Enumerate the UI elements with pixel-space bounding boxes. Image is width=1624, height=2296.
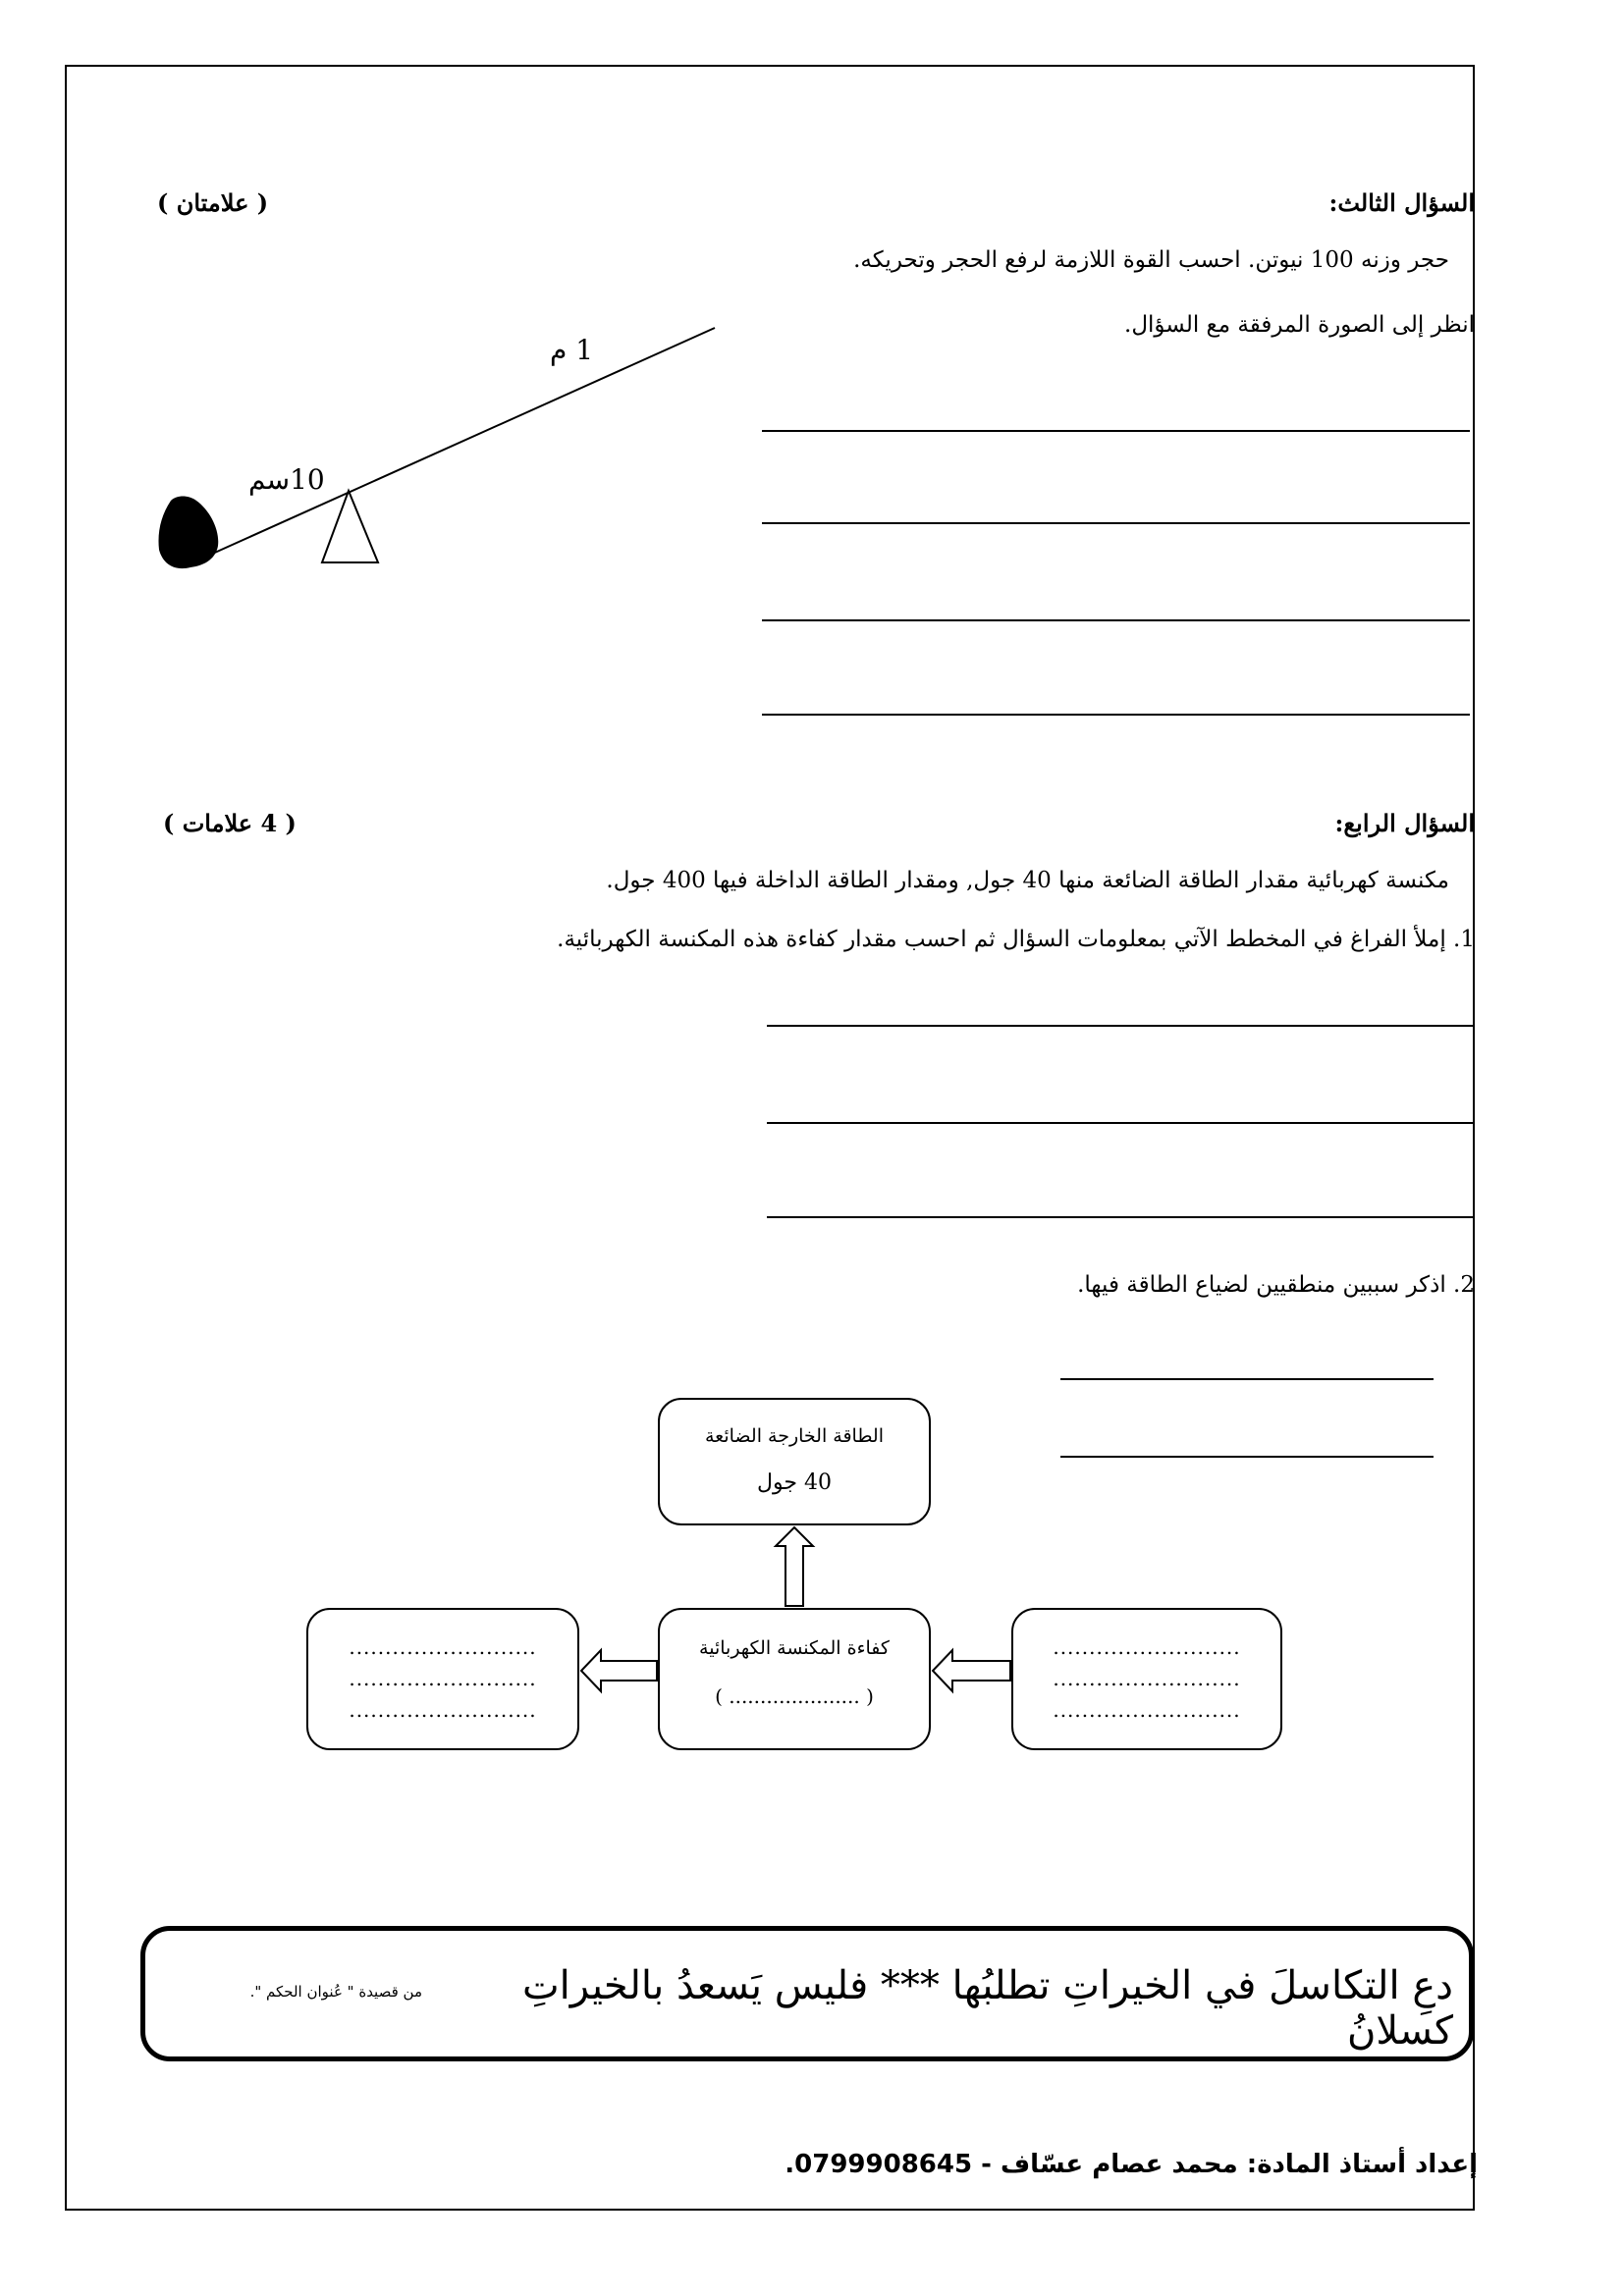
q4-part2: 2. اذكر سببين منطقيين لضياع الطاقة فيها. bbox=[1077, 1272, 1475, 1298]
box-wasted-value: 40 جول bbox=[757, 1470, 832, 1495]
label-short-arm: 10سم bbox=[248, 463, 325, 496]
box-wasted-title: الطاقة الخارجة الضائعة bbox=[705, 1425, 884, 1447]
q3-title: السؤال الثالث: bbox=[1328, 188, 1475, 217]
dotted-blank[interactable]: .......................... bbox=[349, 1698, 537, 1722]
dotted-blank[interactable]: .......................... bbox=[349, 1635, 537, 1659]
dotted-blank[interactable]: .......................... bbox=[1053, 1667, 1241, 1690]
q3-line1: حجر وزنه 100 نيوتن. احسب القوة اللازمة لرفع الحجر وتحريكه. bbox=[853, 247, 1449, 273]
dotted-blank[interactable]: .......................... bbox=[1053, 1698, 1241, 1722]
quote-verse: دعِ التكاسلَ في الخيراتِ تطلبُها *** فليس يَسعدُ بالخيراتِ كسلانُ bbox=[521, 1963, 1453, 2054]
arrow-up bbox=[776, 1527, 813, 1606]
arrow-left-to-center bbox=[933, 1650, 1010, 1691]
dotted-blank[interactable]: .......................... bbox=[1053, 1635, 1241, 1659]
q4-intro: مكنسة كهربائية مقدار الطاقة الضائعة منها 40 جول, ومقدار الطاقة الداخلة فيها 400 جول. bbox=[606, 868, 1449, 893]
quote-source: من قصيدة " عُنوان الحكم ". bbox=[249, 1983, 422, 2001]
q4-title: السؤال الرابع: bbox=[1334, 809, 1475, 837]
box-efficiency-title: كفاءة المكنسة الكهربائية bbox=[699, 1637, 890, 1659]
q4-marks: ( 4 علامات ) bbox=[163, 809, 297, 837]
q4-part1: 1. إملأ الفراغ في المخطط الآتي بمعلومات السؤال ثم احسب مقدار كفاءة هذه المكنسة الكهربائية. bbox=[557, 927, 1475, 952]
dotted-blank[interactable]: .......................... bbox=[349, 1667, 537, 1690]
q3-marks: ( علامتان ) bbox=[157, 188, 269, 217]
label-long-arm: 1 م bbox=[550, 334, 594, 366]
footer-credit: إعداد أستاذ المادة: محمد عصام عسّاف - 0799908645. bbox=[785, 2150, 1478, 2179]
arrow-left-to-output bbox=[581, 1650, 657, 1691]
q3-line2: انظر إلى الصورة المرفقة مع السؤال. bbox=[1124, 312, 1475, 338]
box-efficiency-blank[interactable]: ( ..................... ) bbox=[715, 1684, 874, 1708]
